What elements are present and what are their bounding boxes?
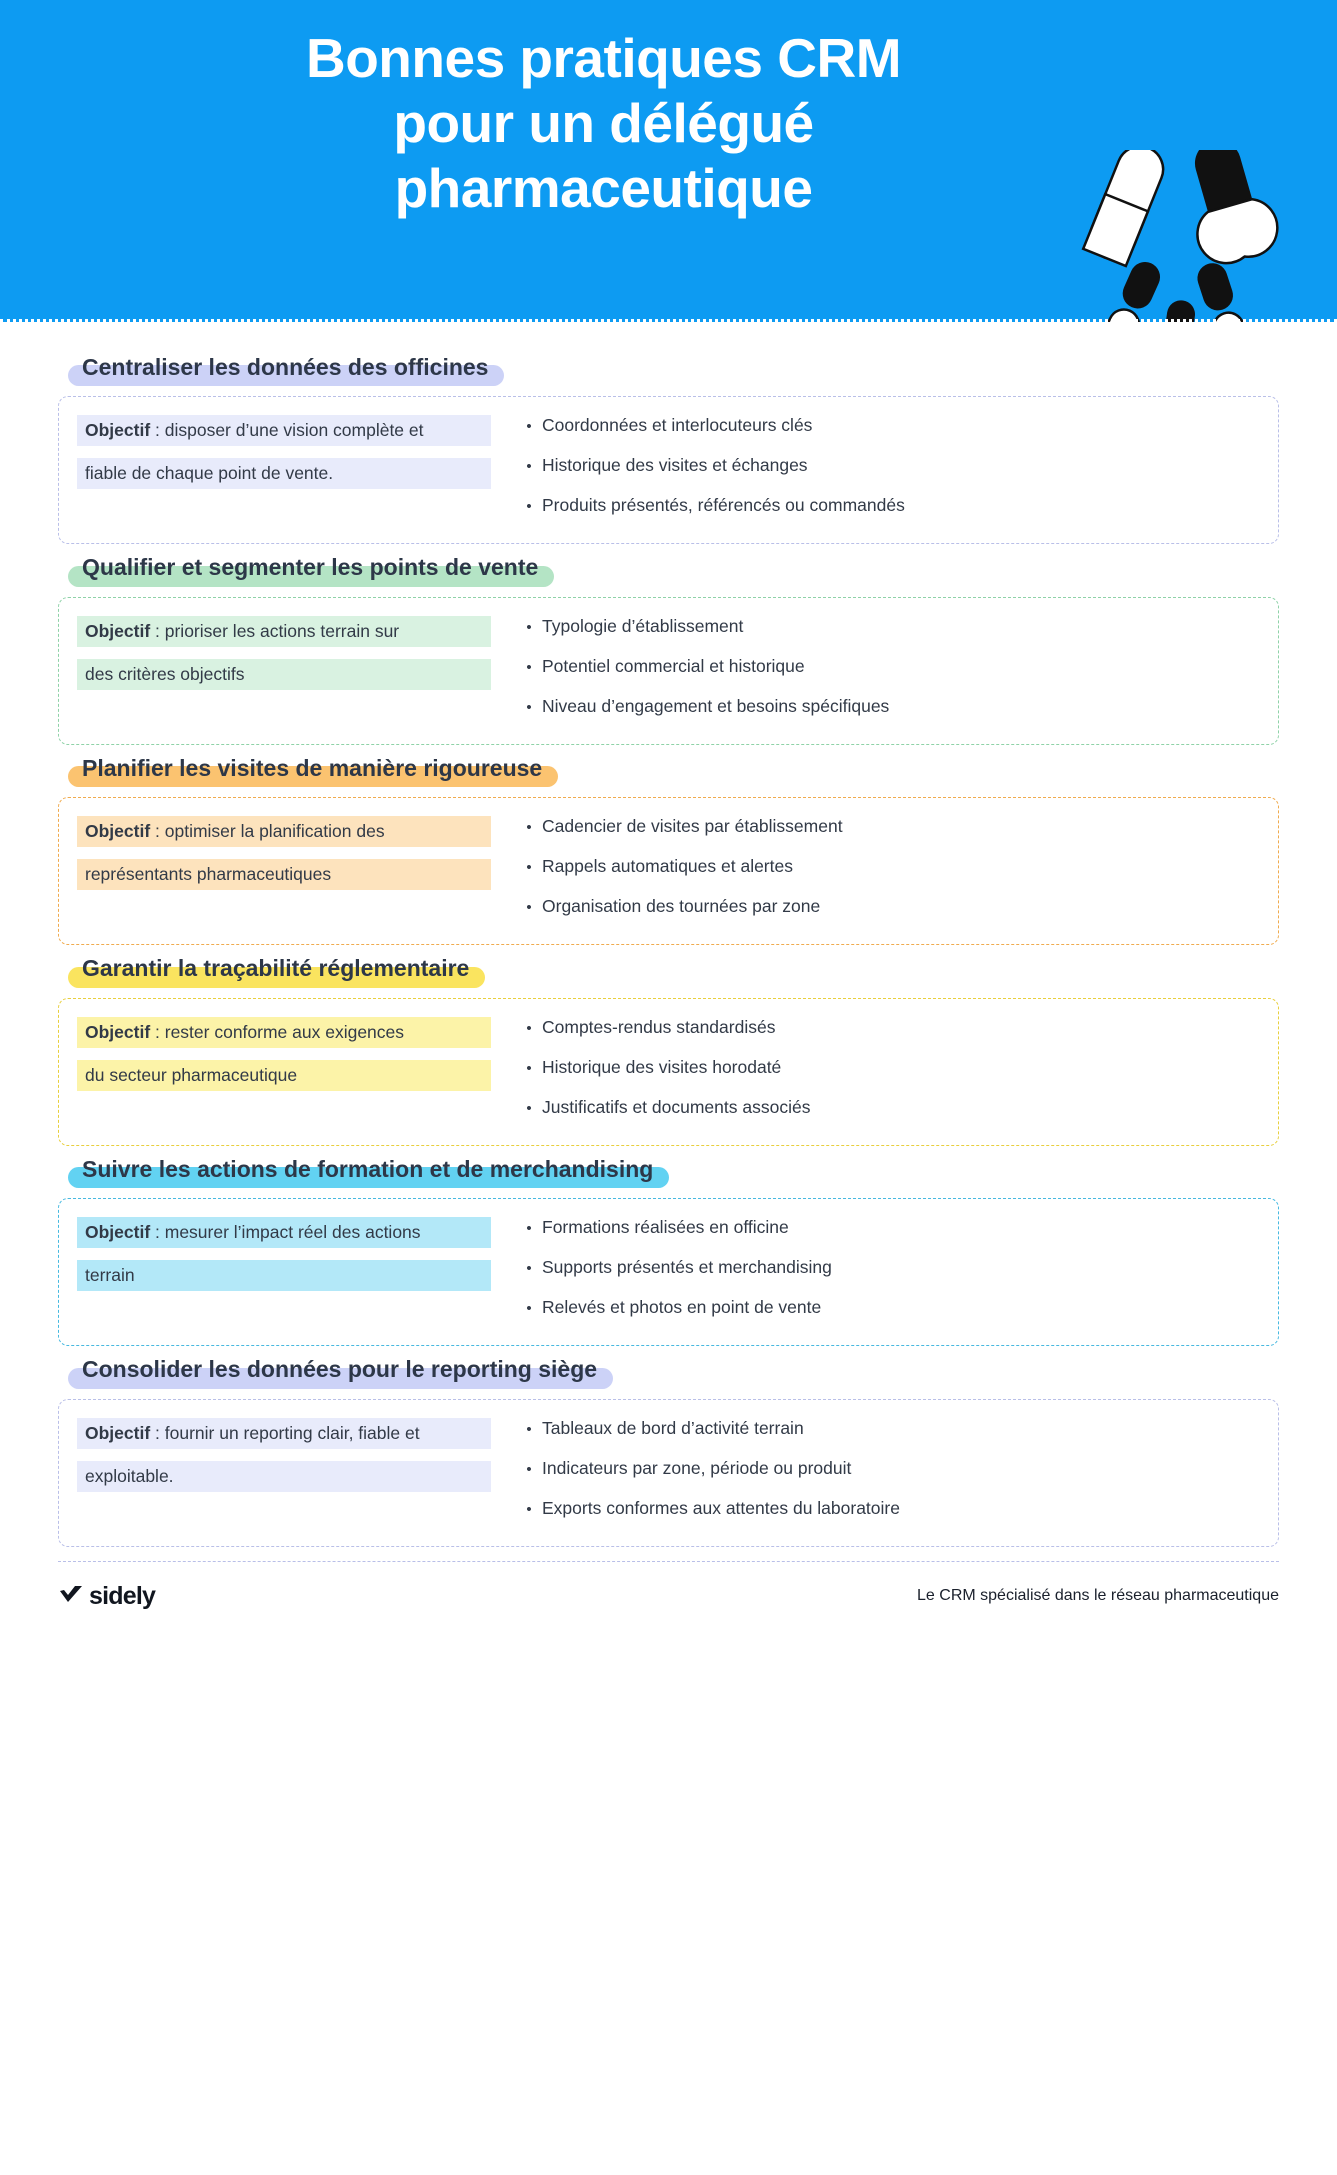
section — [58, 350, 1279, 544]
objective-line — [77, 1060, 491, 1091]
objective-column — [77, 1217, 507, 1323]
page-title-line-3: pharmaceutique — [394, 156, 813, 219]
bullet-dot-icon: • — [526, 1500, 532, 1518]
section-heading — [68, 550, 554, 586]
page-footer — [0, 1562, 1337, 1627]
section-panel — [58, 1198, 1279, 1346]
objective-text: : fournir un reporting clair, fiable et — [150, 1422, 420, 1443]
objective-column — [77, 616, 507, 722]
section-panel — [58, 1399, 1279, 1547]
section — [58, 751, 1279, 945]
list-item — [519, 1097, 1260, 1119]
section-panel — [58, 797, 1279, 945]
bullet-text: Supports présentés et merchandising — [542, 1257, 832, 1278]
section-heading-text: Qualifier et segmenter les points de vente — [82, 554, 539, 581]
list-item — [519, 1498, 1260, 1520]
list-item — [519, 415, 1260, 437]
objective-text: représentants pharmaceutiques — [85, 864, 332, 885]
bullet-text: Exports conformes aux attentes du laboratoire — [542, 1497, 900, 1518]
list-item — [519, 696, 1260, 718]
page-title-line-1: Bonnes pratiques CRM — [305, 27, 902, 89]
list-item — [519, 495, 1260, 517]
bullet-dot-icon: • — [526, 1300, 532, 1318]
bullet-text: Cadencier de visites par établissement — [542, 816, 843, 837]
section — [58, 1152, 1279, 1346]
bullet-dot-icon: • — [526, 1420, 532, 1438]
objective-text: : optimiser la planification des — [150, 821, 385, 842]
section — [58, 1352, 1279, 1546]
bullet-dot-icon: • — [526, 618, 532, 636]
section-heading-text: Consolider les données pour le reporting siège — [82, 1356, 598, 1383]
section-heading-text: Garantir la traçabilité réglementaire — [82, 955, 470, 982]
objective-line — [77, 859, 491, 890]
bullet-text: Formations réalisées en officine — [542, 1217, 789, 1238]
objective-label: Objectif — [85, 821, 151, 842]
bullets-column — [507, 816, 1260, 922]
objective-line — [77, 1217, 491, 1248]
section-heading — [68, 951, 485, 987]
objective-line — [77, 1461, 491, 1492]
section-panel — [58, 396, 1279, 544]
section-heading — [68, 1352, 613, 1388]
section-heading — [68, 1152, 669, 1188]
bullet-text: Relevés et photos en point de vente — [542, 1297, 822, 1318]
bullet-text: Historique des visites et échanges — [542, 455, 808, 476]
objective-text: du secteur pharmaceutique — [85, 1064, 298, 1085]
section-heading — [68, 751, 558, 787]
objective-text: fiable de chaque point de vente. — [85, 463, 334, 484]
objective-line — [77, 816, 491, 847]
bullet-text: Historique des visites horodaté — [542, 1056, 782, 1077]
objective-line — [77, 458, 491, 489]
page-title-line-2: pour un délégué — [393, 91, 814, 154]
objective-label: Objectif — [85, 620, 151, 641]
bullet-text: Organisation des tournées par zone — [542, 896, 821, 917]
list-item — [519, 616, 1260, 638]
bullet-dot-icon: • — [526, 899, 532, 917]
objective-text: des critères objectifs — [85, 663, 245, 684]
pills-capsules-icon — [1042, 150, 1312, 322]
objective-text: : disposer d’une vision complète et — [150, 420, 424, 441]
objective-label: Objectif — [85, 1422, 151, 1443]
sidely-check-mark-icon — [58, 1583, 84, 1609]
bullet-text: Indicateurs par zone, période ou produit — [542, 1457, 852, 1478]
section-panel — [58, 998, 1279, 1146]
list-item — [519, 896, 1260, 918]
objective-line — [77, 659, 491, 690]
objective-line — [77, 1017, 491, 1048]
objective-column — [77, 1017, 507, 1123]
sections-container — [0, 322, 1337, 1547]
list-item — [519, 1458, 1260, 1480]
section — [58, 550, 1279, 744]
objective-label: Objectif — [85, 1222, 151, 1243]
bullet-text: Potentiel commercial et historique — [542, 655, 805, 676]
bullets-column — [507, 1217, 1260, 1323]
sidely-logo[interactable] — [58, 1582, 155, 1611]
bullet-text: Justificatifs et documents associés — [542, 1096, 811, 1117]
bullet-dot-icon: • — [526, 1220, 532, 1238]
list-item — [519, 1297, 1260, 1319]
bullet-text: Rappels automatiques et alertes — [542, 856, 793, 877]
section-heading-text: Centraliser les données des officines — [82, 354, 489, 380]
objective-label: Objectif — [85, 1021, 151, 1042]
bullet-dot-icon: • — [526, 1460, 532, 1478]
bullets-column — [507, 616, 1260, 722]
list-item — [519, 656, 1260, 678]
objective-text: exploitable. — [85, 1465, 174, 1486]
bullet-dot-icon: • — [526, 418, 532, 436]
objective-column — [77, 816, 507, 922]
objective-line — [77, 616, 491, 647]
objective-line — [77, 1418, 491, 1449]
section-heading — [68, 350, 504, 386]
bullet-text: Niveau d’engagement et besoins spécifiques — [542, 695, 890, 716]
bullet-dot-icon: • — [526, 1019, 532, 1037]
bullet-text: Comptes-rendus standardisés — [542, 1016, 776, 1037]
bullet-dot-icon: • — [526, 1260, 532, 1278]
page-header — [0, 0, 1337, 322]
bullet-dot-icon: • — [526, 698, 532, 716]
bullet-dot-icon: • — [526, 458, 532, 476]
list-item — [519, 816, 1260, 838]
bullet-dot-icon: • — [526, 1099, 532, 1117]
objective-column — [77, 1418, 507, 1524]
list-item — [519, 1217, 1260, 1239]
list-item — [519, 856, 1260, 878]
list-item — [519, 1057, 1260, 1079]
section-heading-text: Planifier les visites de manière rigoureuse — [82, 754, 543, 781]
bullet-dot-icon: • — [526, 498, 532, 516]
bullets-column — [507, 1418, 1260, 1524]
footer-tagline: Le CRM spécialisé dans le réseau pharmaceutique — [917, 1587, 1279, 1605]
list-item — [519, 1017, 1260, 1039]
objective-label: Objectif — [85, 420, 151, 441]
bullet-text: Typologie d’établissement — [542, 615, 744, 636]
objective-column — [77, 415, 507, 521]
section-heading-text: Suivre les actions de formation et de merchandising — [82, 1155, 654, 1182]
bullet-dot-icon: • — [526, 859, 532, 877]
objective-line — [77, 415, 491, 446]
bullet-dot-icon: • — [526, 658, 532, 676]
bullet-dot-icon: • — [526, 1059, 532, 1077]
bullet-text: Tableaux de bord d’activité terrain — [542, 1417, 804, 1438]
section — [58, 951, 1279, 1145]
objective-line — [77, 1260, 491, 1291]
bullet-text: Produits présentés, référencés ou commandés — [542, 495, 905, 516]
bullet-dot-icon: • — [526, 819, 532, 837]
list-item — [519, 455, 1260, 477]
bullets-column — [507, 415, 1260, 521]
objective-text: : rester conforme aux exigences — [150, 1021, 405, 1042]
objective-text: : mesurer l’impact réel des actions — [150, 1222, 421, 1243]
list-item — [519, 1418, 1260, 1440]
section-panel — [58, 597, 1279, 745]
bullet-text: Coordonnées et interlocuteurs clés — [542, 415, 813, 436]
objective-text: terrain — [85, 1265, 135, 1286]
objective-text: : prioriser les actions terrain sur — [150, 620, 400, 641]
bullets-column — [507, 1017, 1260, 1123]
sidely-logo-text: sidely — [89, 1581, 156, 1610]
list-item — [519, 1257, 1260, 1279]
